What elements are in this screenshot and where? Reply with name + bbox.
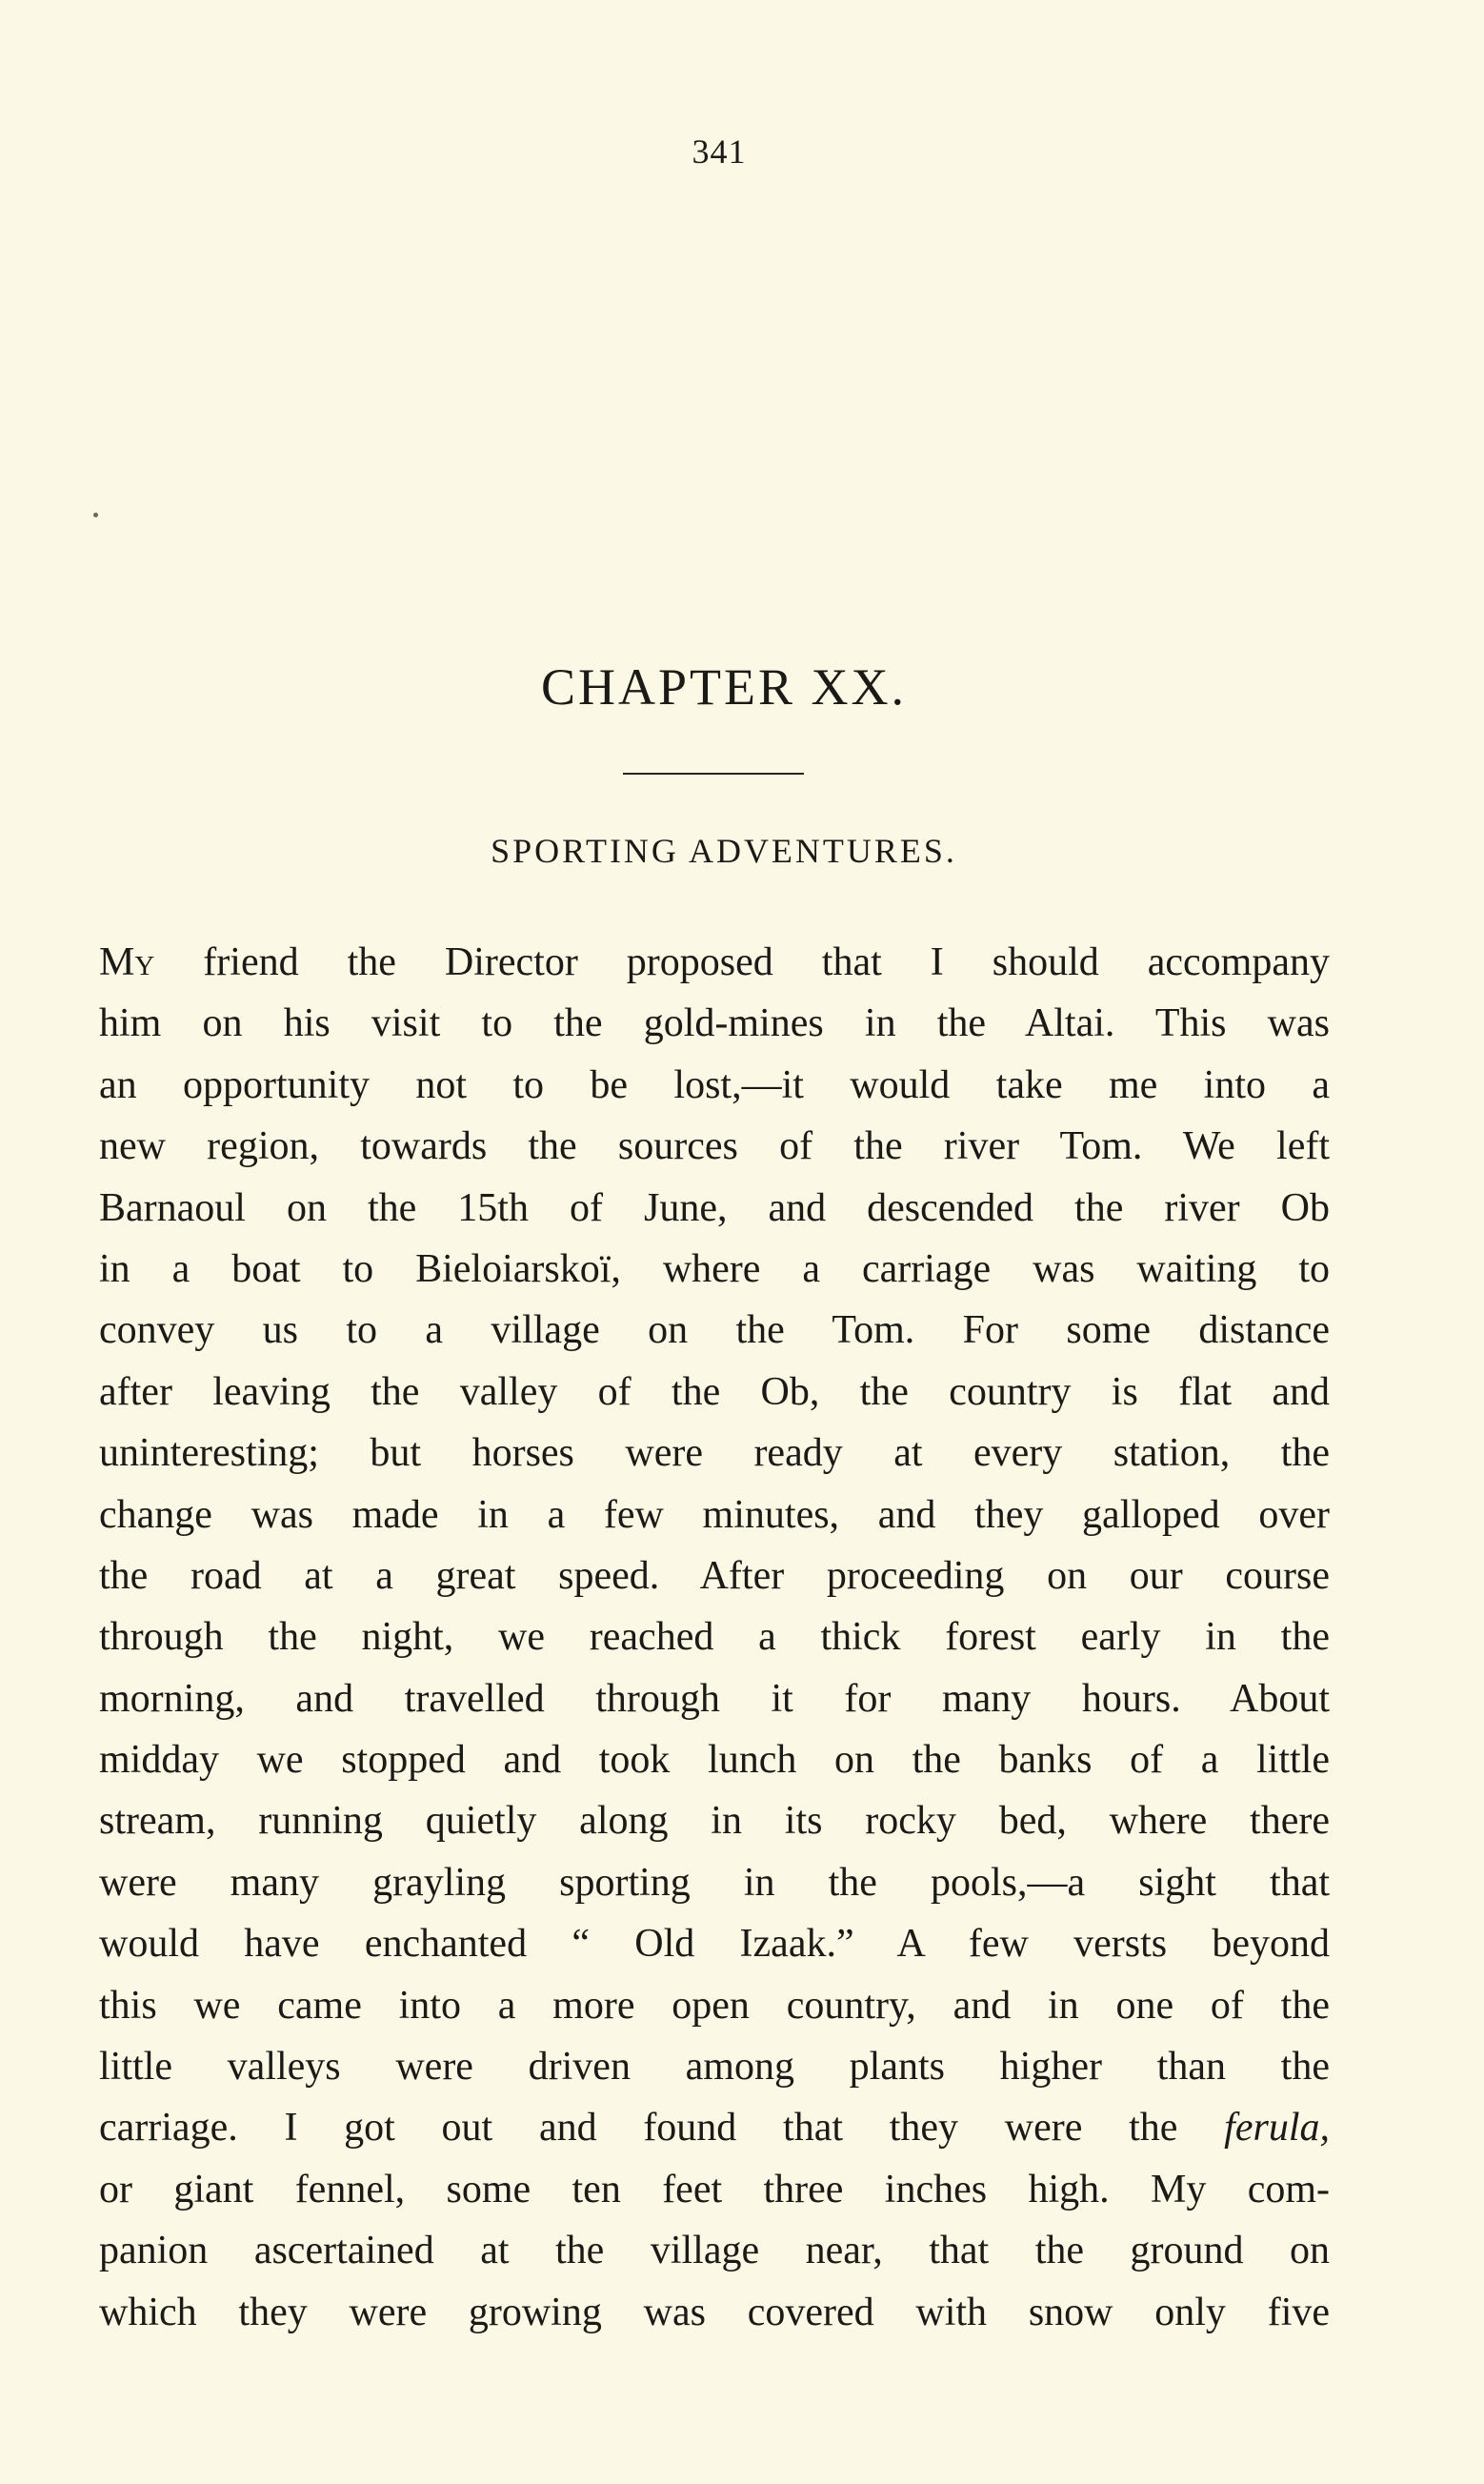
text-line: an opportunity not to be lost,—it would take me into a (99, 1062, 1330, 1107)
text-line: him on his visit to the gold-mines in the Altai. This was (99, 1001, 1330, 1046)
text-line: through the night, we reached a thick forest early in the (99, 1615, 1330, 1660)
text-line: new region, towards the sources of the river Tom. We left (99, 1124, 1330, 1169)
title-rule (623, 773, 804, 775)
page-number: 341 (692, 132, 747, 171)
body-text (99, 932, 1330, 2343)
text-line: midday we stopped and took lunch on the banks of a little (99, 1738, 1330, 1783)
first-line-rest: friend the Director proposed that I should accompany (203, 940, 1330, 984)
text-line (99, 2097, 1330, 2158)
chapter-subtitle: SPORTING ADVENTURES. (491, 832, 957, 870)
ferula-line-text: carriage. I got out and found that they were the (99, 2106, 1178, 2151)
dropcap-word: My (99, 940, 155, 984)
text-line: morning, and travelled through it for many hours. About (99, 1676, 1330, 1721)
text-line: in a boat to Bieloiarskoï, where a carriage was waiting to (99, 1246, 1330, 1291)
text-line: or giant fennel, some ten feet three inches high. My com- (99, 2167, 1330, 2211)
text-line: convey us to a village on the Tom. For some distance (99, 1308, 1330, 1353)
text-line: after leaving the valley of the Ob, the country is flat and (99, 1369, 1330, 1414)
text-line: this we came into a more open country, and in one of the (99, 1983, 1330, 2028)
text-line: panion ascertained at the village near, that the ground on (99, 2229, 1330, 2273)
paper-speck (93, 513, 98, 517)
text-line: Barnaoul on the 15th of June, and descended the river Ob (99, 1185, 1330, 1230)
text-line: uninteresting; but horses were ready at every station, the (99, 1431, 1330, 1476)
chapter-title: CHAPTER XX. (540, 658, 908, 716)
text-line: little valleys were driven among plants higher than the (99, 2045, 1330, 2090)
text-line: the road at a great speed. After proceeding on our course (99, 1553, 1330, 1598)
text-line: which they were growing was covered with snow only five (99, 2290, 1330, 2334)
text-line: stream, running quietly along in its rocky bed, where there (99, 1799, 1330, 1844)
text-line: change was made in a few minutes, and they galloped over (99, 1492, 1330, 1537)
text-line: were many grayling sporting in the pools,—a sight that (99, 1860, 1330, 1905)
ferula-italic: ferula, (1224, 2106, 1330, 2151)
text-line (99, 932, 1330, 993)
text-line: would have enchanted “ Old Izaak.” A few versts beyond (99, 1922, 1330, 1967)
